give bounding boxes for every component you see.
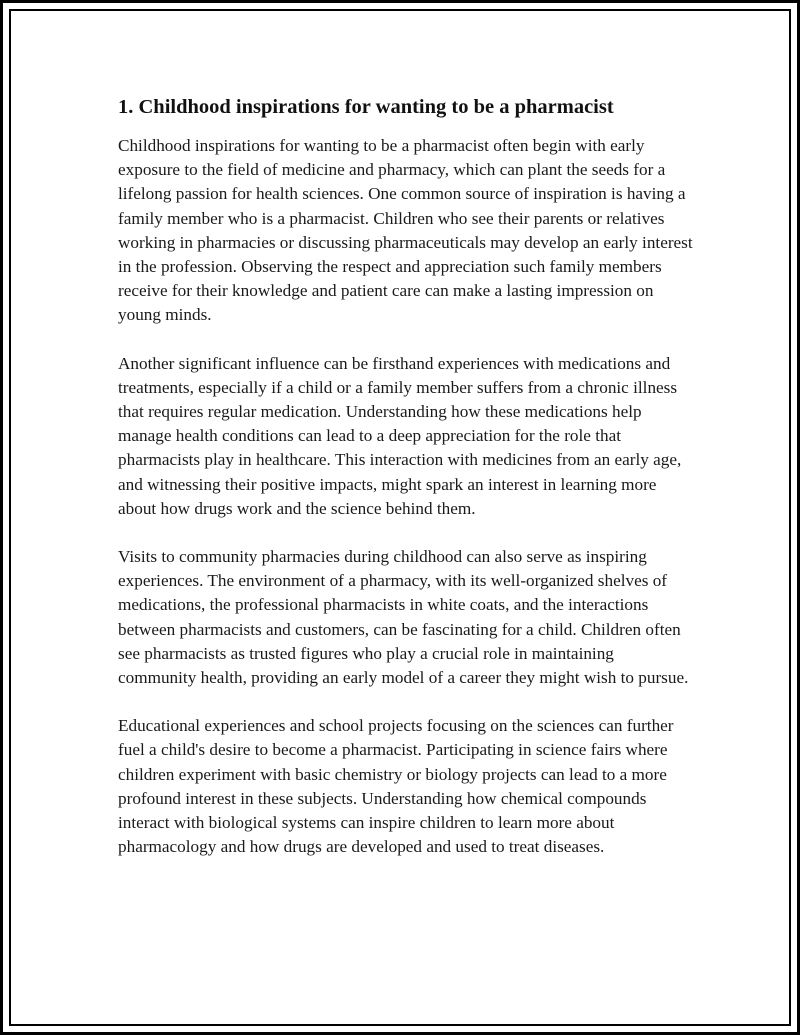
section-heading: 1. Childhood inspirations for wanting to be a pharmacist: [118, 96, 614, 118]
paragraph-educational-experiences: Educational experiences and school projects focusing on the sciences can further fuel a child's desire to become a pharmacist. Participating in science fairs where children experiment with basic chemistry or biology projects can lead to a more profound interest in these subjects. Understanding how chemical compounds interact with biological systems can inspire children to learn more about pharmacology and how drugs are developed and used to treat diseases.: [118, 716, 674, 857]
paragraph-pharmacy-visits: Visits to community pharmacies during childhood can also serve as inspiring experiences. The environment of a pharmacy, with its well-organized shelves of medications, the professional pharmacists in white coats, and the interactions between pharmacists and customers, can be fascinating for a child. Children often see pharmacists as trusted figures who play a crucial role in maintaining community health, providing an early model of a career they might wish to pursue.: [118, 547, 689, 688]
paragraph-family-influence: Childhood inspirations for wanting to be a pharmacist often begin with early exposure to the field of medicine and pharmacy, which can plant the seeds for a lifelong passion for health sciences. One common source of inspiration is having a family member who is a pharmacist. Children who see their parents or relatives working in pharmacies or discussing pharmaceuticals may develop an early interest in the profession. Observing the respect and appreciation such family members receive for their knowledge and patient care can make a lasting impression on young minds.: [118, 136, 693, 325]
document-body: [118, 94, 693, 883]
paragraph-medication-experience: Another significant influence can be firsthand experiences with medications and treatments, especially if a child or a family member suffers from a chronic illness that requires regular medication. Understanding how these medications help manage health conditions can lead to a deep appreciation for the role that pharmacists play in healthcare. This interaction with medicines from an early age, and witnessing their positive impacts, might spark an interest in learning more about how drugs work and the science behind them.: [118, 353, 682, 518]
